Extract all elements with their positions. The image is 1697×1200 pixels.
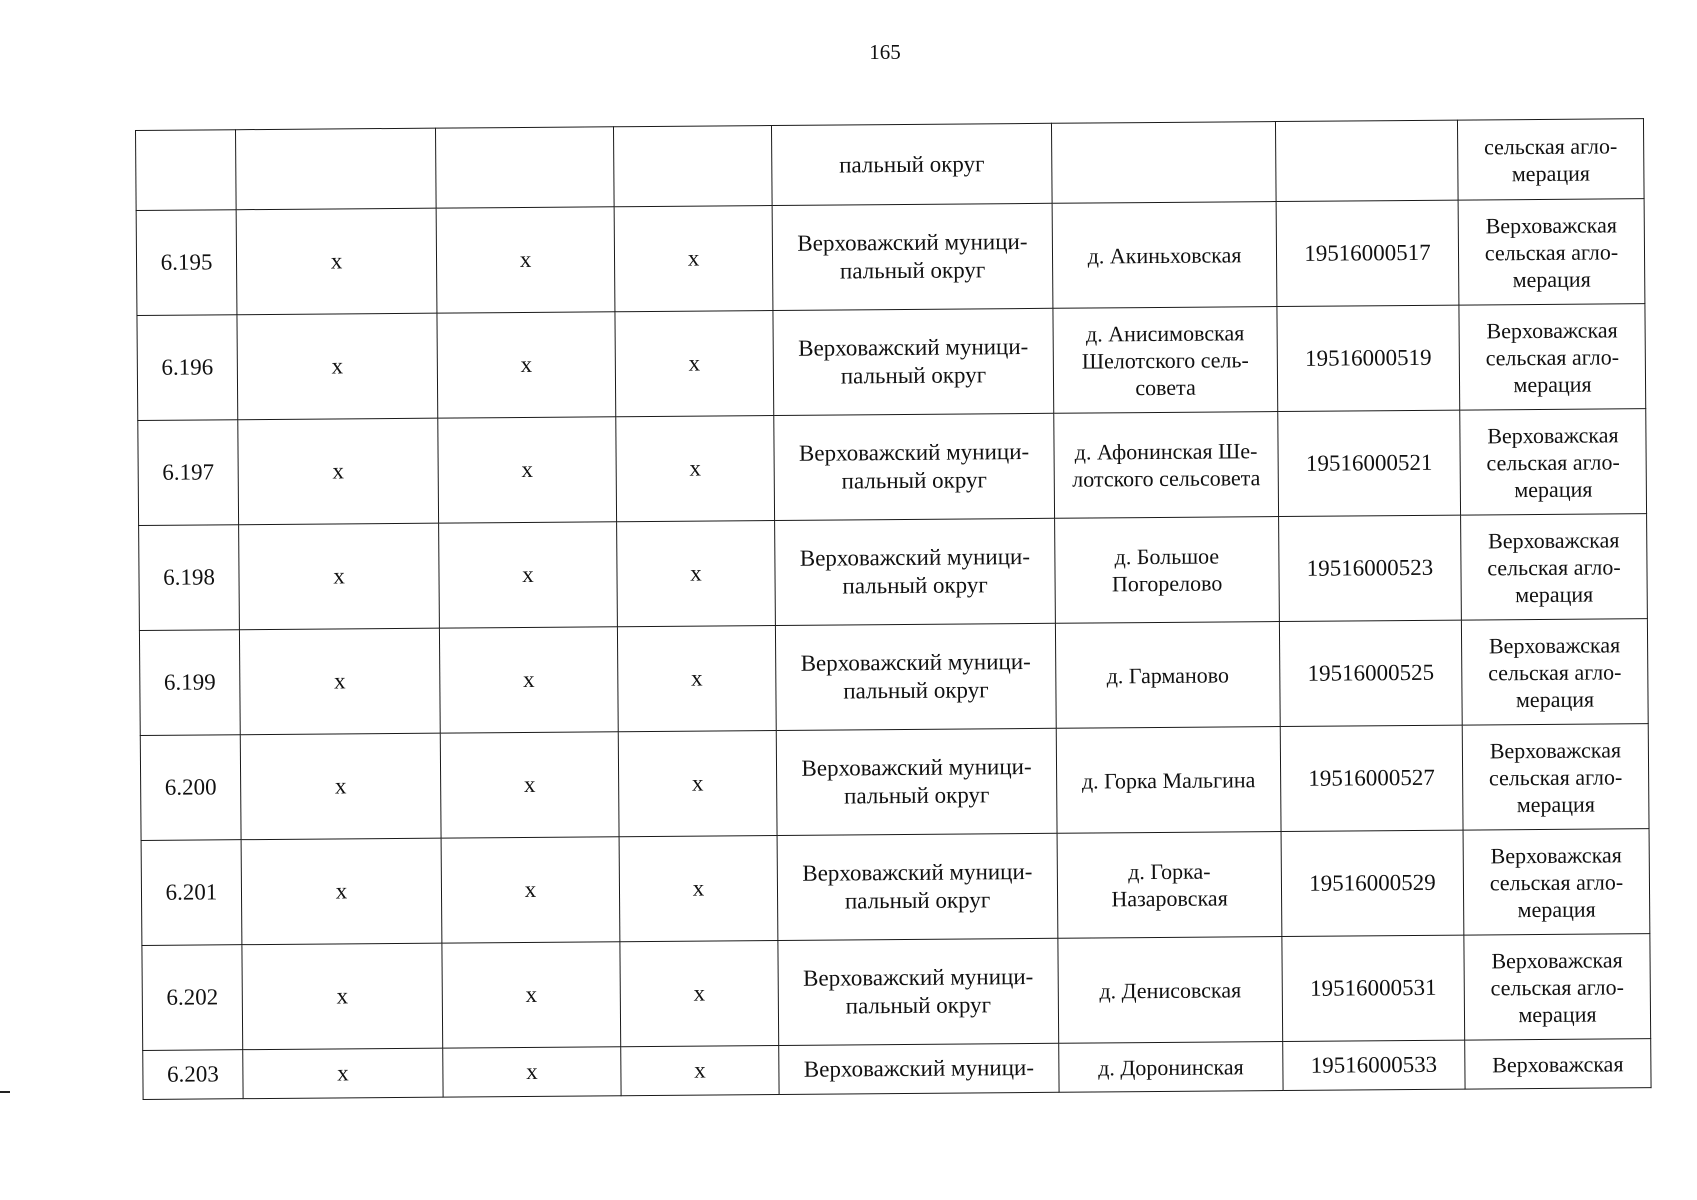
district-cell: Верховажский муници- пальный округ — [778, 938, 1059, 1045]
oktmo-code-cell — [1275, 120, 1458, 201]
row-number-cell — [136, 130, 237, 211]
table-row — [140, 724, 1649, 841]
col-4-cell — [613, 126, 772, 207]
col-4-cell: x — [617, 625, 776, 731]
row-number-cell: 6.200 — [140, 735, 241, 841]
table-row — [136, 199, 1645, 316]
oktmo-code-cell: 19516000525 — [1279, 620, 1462, 726]
col-3-cell: x — [436, 207, 615, 313]
col-2-cell — [236, 128, 437, 210]
settlement-cell: д. Доронинская — [1059, 1042, 1283, 1093]
row-number-cell: 6.197 — [138, 420, 239, 526]
agglomeration-cell: Верховажская сельская агло- мерация — [1461, 514, 1648, 620]
oktmo-code-cell: 19516000531 — [1282, 935, 1465, 1041]
table-row — [138, 409, 1647, 526]
row-number-cell: 6.203 — [143, 1050, 243, 1100]
oktmo-code-cell: 19516000519 — [1277, 305, 1460, 411]
col-3-cell: x — [438, 417, 617, 523]
settlement-cell: д. Денисовская — [1058, 937, 1283, 1044]
settlement-cell: д. Акиньховская — [1052, 202, 1277, 309]
col-4-cell: x — [621, 1045, 779, 1095]
row-number-cell: 6.195 — [136, 210, 237, 316]
table-row — [142, 934, 1651, 1051]
settlement-cell: д. Большое Погорелово — [1055, 517, 1280, 624]
agglomeration-cell: Верховажская сельская агло- мерация — [1458, 199, 1645, 305]
settlement-cell: д. Гарманово — [1055, 622, 1280, 729]
col-2-cell: x — [239, 523, 440, 630]
agglomeration-cell: Верховажская сельская агло- мерация — [1463, 829, 1650, 935]
col-4-cell: x — [614, 205, 773, 311]
table-row — [139, 514, 1648, 631]
col-4-cell: x — [619, 835, 778, 941]
col-3-cell: x — [442, 942, 621, 1048]
table-row — [139, 619, 1648, 736]
district-cell: пальный округ — [771, 123, 1052, 205]
settlement-cell: д. Анисимовская Шелотского сель- совета — [1053, 307, 1278, 414]
district-cell: Верховажский муници- пальный округ — [775, 518, 1056, 625]
table-row — [136, 119, 1645, 211]
district-cell: Верховажский муници- пальный округ — [776, 728, 1057, 835]
col-3-cell: x — [440, 732, 619, 838]
row-number-cell: 6.198 — [139, 525, 240, 631]
col-2-cell: x — [236, 208, 437, 315]
agglomeration-cell: Верховажская сельская агло- мерация — [1461, 619, 1648, 725]
row-number-cell: 6.202 — [142, 945, 243, 1051]
district-cell: Верховажский муници- пальный округ — [775, 623, 1056, 730]
settlement-cell: д. Афонинская Ше- лотского сельсовета — [1054, 412, 1279, 519]
row-number-cell: 6.199 — [139, 630, 240, 736]
table-row — [143, 1039, 1651, 1100]
col-4-cell: x — [616, 415, 775, 521]
oktmo-code-cell: 19516000523 — [1279, 515, 1462, 621]
col-4-cell: x — [617, 520, 776, 626]
page-number: 165 — [869, 40, 901, 64]
agglomeration-cell: Верховажская сельская агло- мерация — [1464, 934, 1651, 1040]
settlements-table — [135, 118, 1652, 1100]
col-2-cell: x — [241, 838, 442, 945]
col-2-cell: x — [242, 943, 443, 1050]
col-3-cell: x — [439, 522, 618, 628]
row-number-cell: 6.196 — [137, 315, 238, 421]
district-cell: Верховажский муници- пальный округ — [773, 308, 1054, 415]
col-2-cell: x — [238, 418, 439, 525]
district-cell: Верховажский муници- — [779, 1043, 1059, 1094]
oktmo-code-cell: 19516000533 — [1283, 1040, 1465, 1090]
oktmo-code-cell: 19516000517 — [1276, 200, 1459, 306]
row-number-cell: 6.201 — [141, 840, 242, 946]
col-3-cell: x — [441, 837, 620, 943]
col-2-cell: x — [239, 628, 440, 735]
col-4-cell: x — [615, 310, 774, 416]
agglomeration-cell: Верховажская сельская агло- мерация — [1462, 724, 1649, 830]
settlement-cell — [1051, 122, 1276, 204]
agglomeration-cell: Верховажская сельская агло- мерация — [1459, 304, 1646, 410]
agglomeration-cell: Верховажская сельская агло- мерация — [1460, 409, 1647, 515]
oktmo-code-cell: 19516000527 — [1280, 725, 1463, 831]
col-2-cell: x — [243, 1048, 443, 1099]
settlement-cell: д. Горка Мальгина — [1056, 727, 1281, 834]
oktmo-code-cell: 19516000521 — [1278, 410, 1461, 516]
col-4-cell: x — [618, 730, 777, 836]
district-cell: Верховажский муници- пальный округ — [772, 203, 1053, 310]
col-4-cell: x — [620, 940, 779, 1046]
table-row — [137, 304, 1646, 421]
col-2-cell: x — [237, 313, 438, 420]
oktmo-code-cell: 19516000529 — [1281, 830, 1464, 936]
settlement-cell: д. Горка- Назаровская — [1057, 832, 1282, 939]
table-body — [136, 119, 1652, 1100]
col-2-cell: x — [240, 733, 441, 840]
continuation-mark — [0, 1091, 10, 1093]
district-cell: Верховажский муници- пальный округ — [774, 413, 1055, 520]
agglomeration-cell: сельская агло- мерация — [1457, 119, 1644, 200]
col-3-cell — [435, 127, 614, 208]
table-container — [135, 118, 1652, 1100]
district-cell: Верховажский муници- пальный округ — [777, 833, 1058, 940]
col-3-cell: x — [443, 1047, 621, 1097]
col-3-cell: x — [437, 312, 616, 418]
col-3-cell: x — [439, 627, 618, 733]
agglomeration-cell: Верховажская — [1465, 1039, 1651, 1089]
table-row — [141, 829, 1650, 946]
